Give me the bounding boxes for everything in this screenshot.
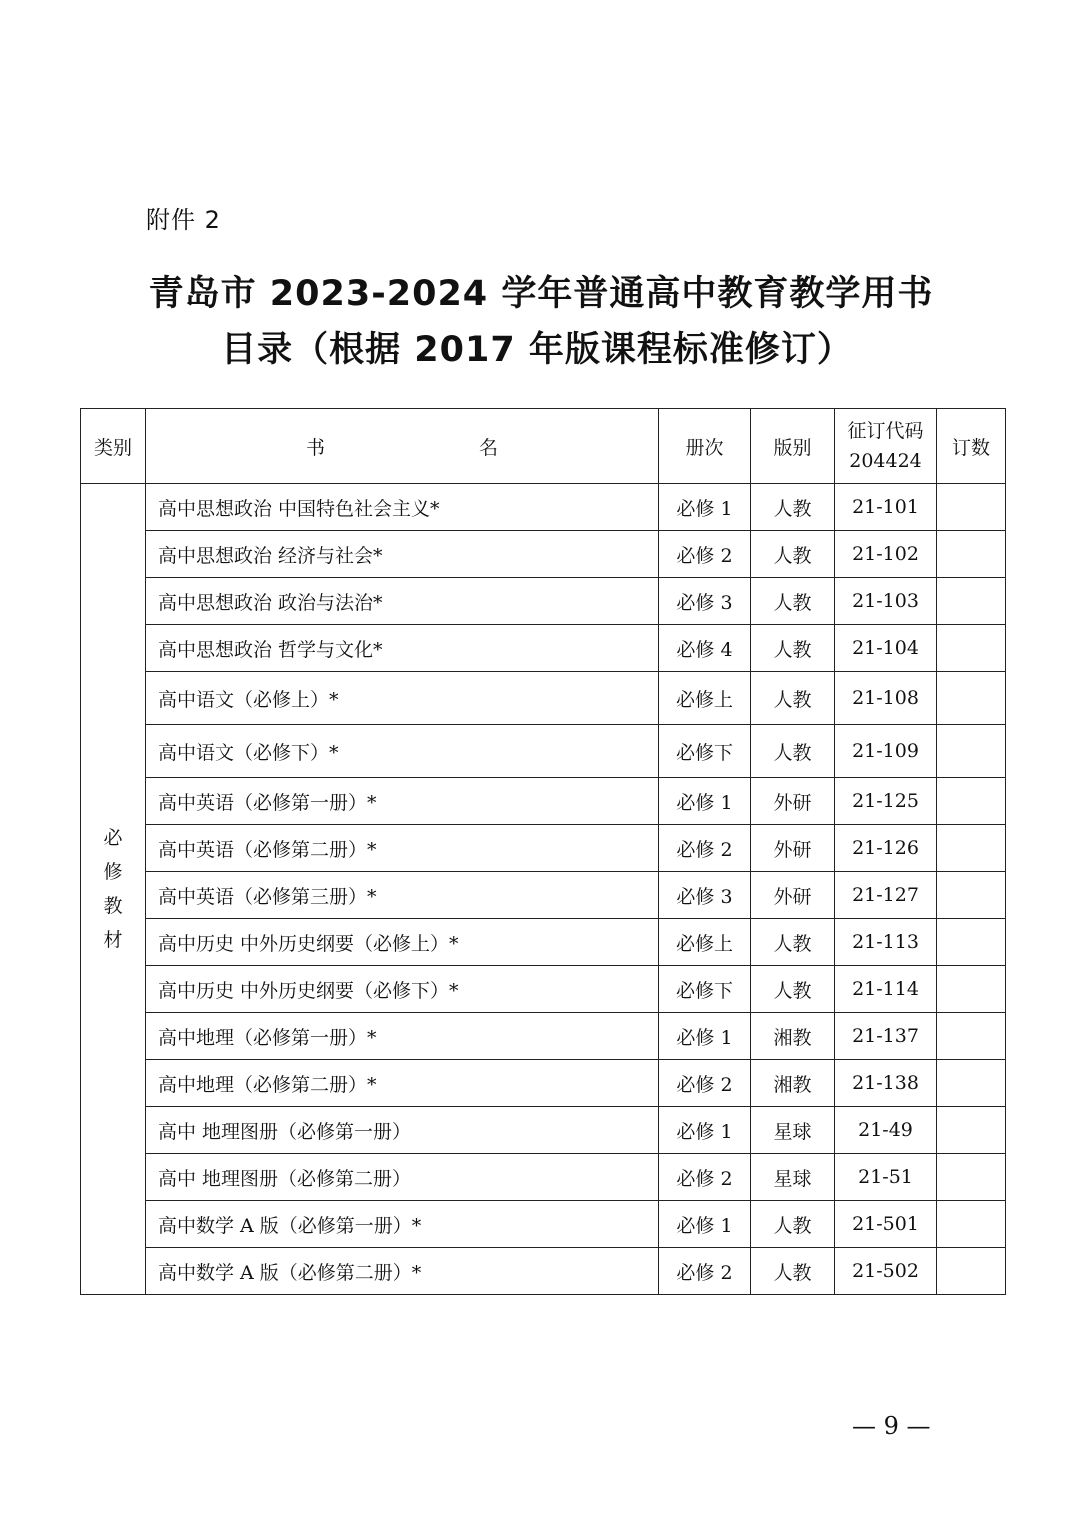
table-row bbox=[81, 778, 1006, 825]
quantity-cell bbox=[937, 625, 1006, 672]
header-order-code bbox=[835, 409, 937, 484]
quantity-cell bbox=[937, 872, 1006, 919]
table-row bbox=[81, 578, 1006, 625]
header-name-right: 名 bbox=[478, 436, 498, 459]
quantity-cell bbox=[937, 825, 1006, 872]
category-cell bbox=[81, 484, 146, 1295]
order-code-cell: 21-113 bbox=[835, 919, 937, 966]
table-row bbox=[81, 1107, 1006, 1154]
header-name-left: 书 bbox=[306, 436, 326, 459]
volume-cell: 必修上 bbox=[659, 919, 751, 966]
book-catalog-table bbox=[80, 408, 1006, 1295]
volume-cell: 必修 2 bbox=[659, 825, 751, 872]
volume-cell: 必修 1 bbox=[659, 484, 751, 531]
volume-cell: 必修 1 bbox=[659, 1107, 751, 1154]
book-name-cell: 高中思想政治 哲学与文化* bbox=[146, 625, 659, 672]
quantity-cell bbox=[937, 778, 1006, 825]
order-code-cell: 21-51 bbox=[835, 1154, 937, 1201]
book-name-cell: 高中思想政治 经济与社会* bbox=[146, 531, 659, 578]
quantity-cell bbox=[937, 919, 1006, 966]
page-number: — 9 — bbox=[852, 1412, 931, 1440]
book-name-cell: 高中英语（必修第三册）* bbox=[146, 872, 659, 919]
table-header-row bbox=[81, 409, 1006, 484]
header-category: 类别 bbox=[81, 409, 146, 484]
document-title-line1: 青岛市 2023-2024 学年普通高中教育教学用书 bbox=[148, 274, 934, 314]
edition-cell: 人教 bbox=[751, 966, 835, 1013]
category-label: 必修教材 bbox=[103, 827, 123, 951]
quantity-cell bbox=[937, 966, 1006, 1013]
edition-cell: 人教 bbox=[751, 1201, 835, 1248]
volume-cell: 必修下 bbox=[659, 966, 751, 1013]
edition-cell: 人教 bbox=[751, 625, 835, 672]
book-name-cell: 高中 地理图册（必修第一册） bbox=[146, 1107, 659, 1154]
header-quantity: 订数 bbox=[937, 409, 1006, 484]
order-code-cell: 21-108 bbox=[835, 672, 937, 725]
edition-cell: 人教 bbox=[751, 725, 835, 778]
volume-cell: 必修上 bbox=[659, 672, 751, 725]
order-code-cell: 21-49 bbox=[835, 1107, 937, 1154]
header-edition: 版别 bbox=[751, 409, 835, 484]
table-row bbox=[81, 1060, 1006, 1107]
quantity-cell bbox=[937, 672, 1006, 725]
table-row bbox=[81, 1201, 1006, 1248]
book-name-cell: 高中语文（必修下）* bbox=[146, 725, 659, 778]
volume-cell: 必修 4 bbox=[659, 625, 751, 672]
volume-cell: 必修 3 bbox=[659, 578, 751, 625]
order-code-cell: 21-501 bbox=[835, 1201, 937, 1248]
edition-cell: 湘教 bbox=[751, 1013, 835, 1060]
book-name-cell: 高中地理（必修第一册）* bbox=[146, 1013, 659, 1060]
quantity-cell bbox=[937, 1107, 1006, 1154]
header-code-label: 征订代码 bbox=[847, 420, 924, 442]
quantity-cell bbox=[937, 484, 1006, 531]
edition-cell: 人教 bbox=[751, 672, 835, 725]
volume-cell: 必修 2 bbox=[659, 1154, 751, 1201]
quantity-cell bbox=[937, 1154, 1006, 1201]
book-name-cell: 高中 地理图册（必修第二册） bbox=[146, 1154, 659, 1201]
order-code-cell: 21-126 bbox=[835, 825, 937, 872]
book-name-cell: 高中英语（必修第一册）* bbox=[146, 778, 659, 825]
edition-cell: 外研 bbox=[751, 825, 835, 872]
table-row bbox=[81, 625, 1006, 672]
order-code-cell: 21-127 bbox=[835, 872, 937, 919]
volume-cell: 必修 2 bbox=[659, 531, 751, 578]
order-code-cell: 21-103 bbox=[835, 578, 937, 625]
order-code-cell: 21-125 bbox=[835, 778, 937, 825]
edition-cell: 湘教 bbox=[751, 1060, 835, 1107]
book-name-cell: 高中历史 中外历史纲要（必修下）* bbox=[146, 966, 659, 1013]
edition-cell: 人教 bbox=[751, 484, 835, 531]
order-code-cell: 21-502 bbox=[835, 1248, 937, 1295]
table-row bbox=[81, 919, 1006, 966]
order-code-cell: 21-101 bbox=[835, 484, 937, 531]
book-name-cell: 高中历史 中外历史纲要（必修上）* bbox=[146, 919, 659, 966]
edition-cell: 外研 bbox=[751, 872, 835, 919]
volume-cell: 必修 2 bbox=[659, 1248, 751, 1295]
book-name-cell: 高中思想政治 中国特色社会主义* bbox=[146, 484, 659, 531]
table-row bbox=[81, 725, 1006, 778]
table-row bbox=[81, 484, 1006, 531]
quantity-cell bbox=[937, 1013, 1006, 1060]
edition-cell: 人教 bbox=[751, 1248, 835, 1295]
order-code-cell: 21-114 bbox=[835, 966, 937, 1013]
volume-cell: 必修 1 bbox=[659, 778, 751, 825]
volume-cell: 必修 2 bbox=[659, 1060, 751, 1107]
table-row bbox=[81, 1248, 1006, 1295]
volume-cell: 必修 3 bbox=[659, 872, 751, 919]
table-row bbox=[81, 672, 1006, 725]
book-name-cell: 高中数学 A 版（必修第二册）* bbox=[146, 1248, 659, 1295]
order-code-cell: 21-104 bbox=[835, 625, 937, 672]
order-code-cell: 21-109 bbox=[835, 725, 937, 778]
header-code-value: 204424 bbox=[849, 450, 922, 472]
table-row bbox=[81, 825, 1006, 872]
attachment-label: 附件 2 bbox=[146, 206, 221, 234]
order-code-cell: 21-102 bbox=[835, 531, 937, 578]
order-code-cell: 21-138 bbox=[835, 1060, 937, 1107]
order-code-cell: 21-137 bbox=[835, 1013, 937, 1060]
quantity-cell bbox=[937, 1201, 1006, 1248]
edition-cell: 人教 bbox=[751, 531, 835, 578]
volume-cell: 必修 1 bbox=[659, 1013, 751, 1060]
quantity-cell bbox=[937, 531, 1006, 578]
document-title-line2: 目录（根据 2017 年版课程标准修订） bbox=[221, 330, 853, 370]
volume-cell: 必修 1 bbox=[659, 1201, 751, 1248]
table-row bbox=[81, 872, 1006, 919]
edition-cell: 星球 bbox=[751, 1107, 835, 1154]
header-book-name bbox=[146, 409, 659, 484]
book-name-cell: 高中数学 A 版（必修第一册）* bbox=[146, 1201, 659, 1248]
book-name-cell: 高中地理（必修第二册）* bbox=[146, 1060, 659, 1107]
table-row bbox=[81, 531, 1006, 578]
book-name-cell: 高中思想政治 政治与法治* bbox=[146, 578, 659, 625]
book-name-cell: 高中语文（必修上）* bbox=[146, 672, 659, 725]
table-row bbox=[81, 1154, 1006, 1201]
quantity-cell bbox=[937, 725, 1006, 778]
edition-cell: 外研 bbox=[751, 778, 835, 825]
volume-cell: 必修下 bbox=[659, 725, 751, 778]
book-name-cell: 高中英语（必修第二册）* bbox=[146, 825, 659, 872]
edition-cell: 星球 bbox=[751, 1154, 835, 1201]
table-row bbox=[81, 966, 1006, 1013]
quantity-cell bbox=[937, 1060, 1006, 1107]
quantity-cell bbox=[937, 1248, 1006, 1295]
table-body bbox=[81, 484, 1006, 1295]
quantity-cell bbox=[937, 578, 1006, 625]
edition-cell: 人教 bbox=[751, 578, 835, 625]
table-row bbox=[81, 1013, 1006, 1060]
header-volume: 册次 bbox=[659, 409, 751, 484]
edition-cell: 人教 bbox=[751, 919, 835, 966]
